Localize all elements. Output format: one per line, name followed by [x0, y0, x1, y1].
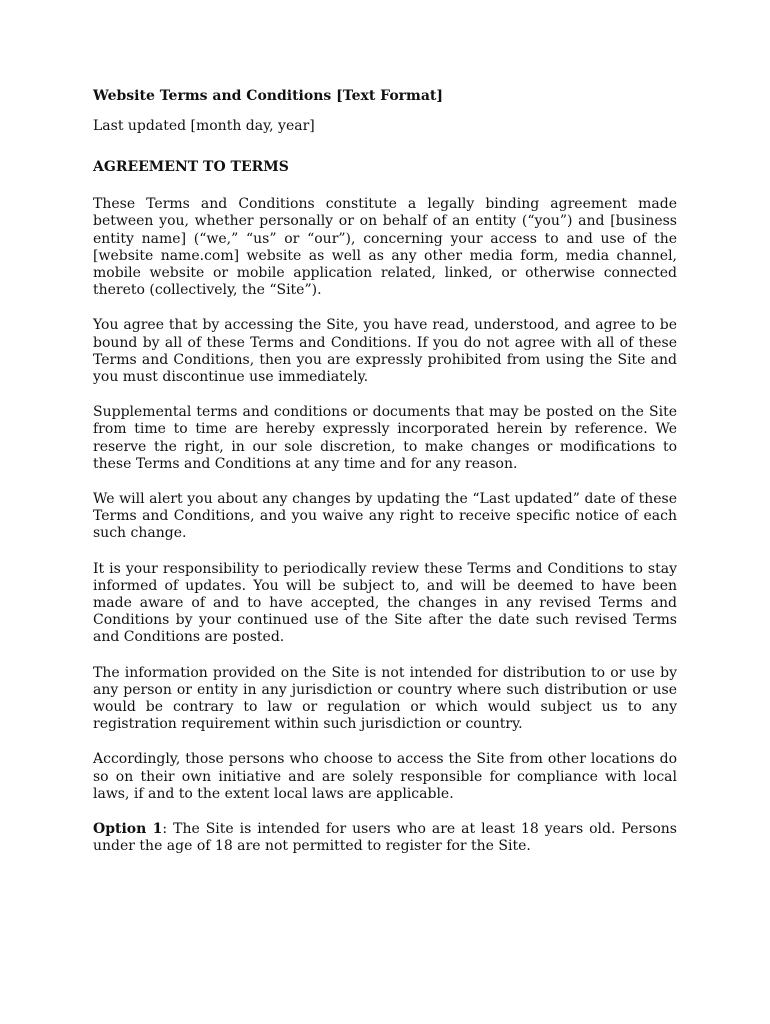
paragraph-local-compliance: Accordingly, those persons who choose to access the Site from other locations do so on their own initiative and are solely responsible for compliance with local laws, if and to the extent local laws are applicable. [93, 751, 677, 802]
paragraph-acceptance: You agree that by accessing the Site, you have read, understood, and agree to be bound by all of these Terms and Conditions. If you do not agree with all of these Terms and Conditions, then you are expressly prohibited from using the Site and you must discontinue use immediately. [93, 317, 677, 386]
paragraph-supplemental-terms: Supplemental terms and conditions or documents that may be posted on the Site from time to time are hereby expressly incorporated herein by reference. We reserve the right, in our sole discretion, to make changes or modifications to these Terms and Conditions at any time and for any reason. [93, 404, 677, 472]
paragraph-change-alerts: We will alert you about any changes by updating the “Last updated” date of these Terms and Conditions, and you waive any right to receive specific notice of each such change. [93, 491, 677, 542]
paragraph-distribution: The information provided on the Site is not intended for distribution to or use by any person or entity in any jurisdiction or country where such distribution or use would be contrary to law or regulation or which would subject us to any registration requirement within such jurisdiction or country. [93, 664, 677, 733]
last-updated-line: Last updated [month day, year] [93, 118, 315, 134]
section-heading-agreement: AGREEMENT TO TERMS [93, 159, 289, 176]
option-1-text: : The Site is intended for users who are at least 18 years old. Persons under the age of 18 are not permitted to register for the Site. [93, 821, 677, 855]
paragraph-review-responsibility: It is your responsibility to periodically review these Terms and Conditions to stay informed of updates. You will be subject to, and will be deemed to have been made aware of and to have accepted, the changes in any revised Terms and Conditions by your continued use of the Site after the date such revised Terms and Conditions are posted. [93, 560, 677, 646]
paragraph-agreement-definition: These Terms and Conditions constitute a legally binding agreement made between you, whether personally or on behalf of an entity (“you”) and [business entity name] (“we,” “us” or “our”), concerning your access to and use of the [website name.com] website as well as any other media form, media channel, mobile website or mobile application related, linked, or otherwise connected thereto (collectively, the “Site”). [93, 196, 677, 299]
option-1-label: Option 1 [93, 821, 163, 838]
document-title: Website Terms and Conditions [Text Format] [93, 88, 444, 104]
paragraph-option-1 [93, 821, 677, 855]
